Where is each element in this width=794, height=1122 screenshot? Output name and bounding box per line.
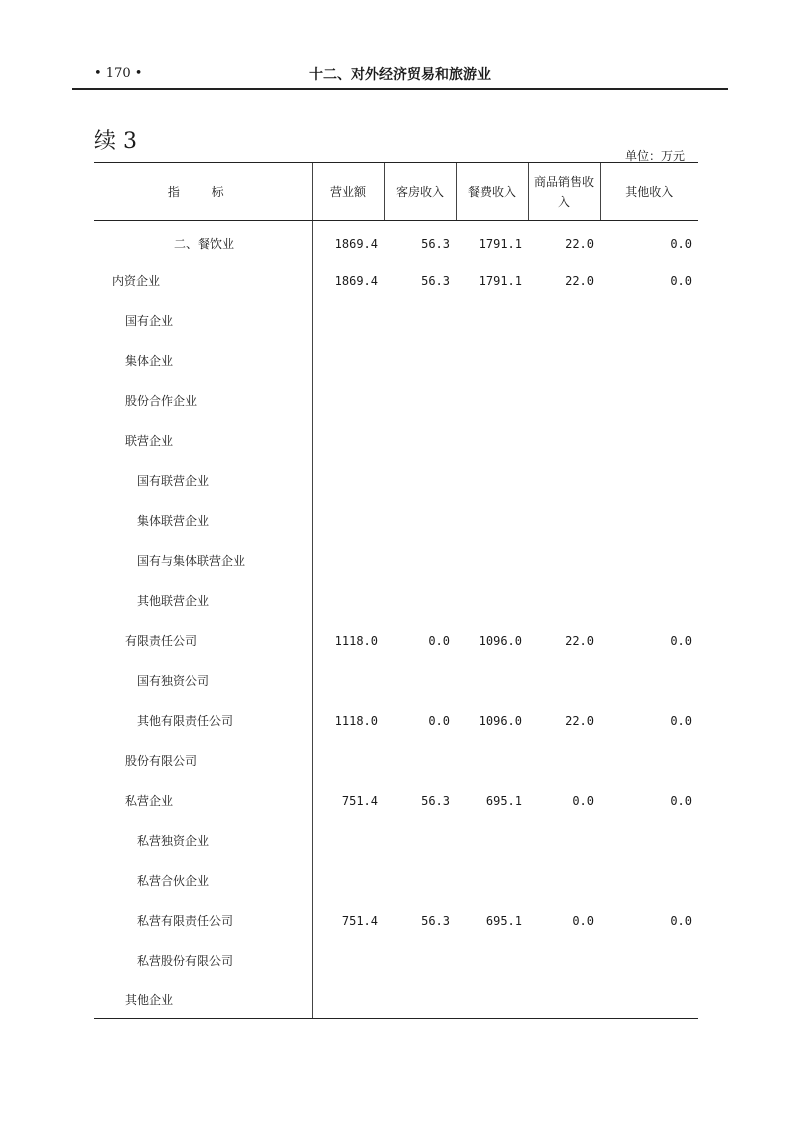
table-cell <box>456 581 528 621</box>
row-label: 私营合伙企业 <box>94 861 312 901</box>
table-cell <box>456 301 528 341</box>
table-cell <box>528 301 600 341</box>
column-header: 其他收入 <box>600 163 698 221</box>
statistics-table <box>94 162 698 1019</box>
table-cell: 0.0 <box>670 913 692 928</box>
row-label: 其他有限责任公司 <box>94 701 312 741</box>
table-cell: 56.3 <box>421 793 450 808</box>
table-cell <box>528 861 600 901</box>
row-label: 二、餐饮业 <box>94 221 312 261</box>
table-cell <box>600 381 698 421</box>
table-cell: 0.0 <box>670 793 692 808</box>
table-cell <box>312 461 384 501</box>
column-header: 营业额 <box>312 163 384 221</box>
table-cell <box>456 501 528 541</box>
table-cell <box>456 741 528 781</box>
table-cell: 1118.0 <box>334 633 378 648</box>
table-cell: 0.0 <box>572 913 594 928</box>
table-cell: 751.4 <box>341 793 378 808</box>
table-header-row <box>94 163 698 221</box>
row-label: 国有联营企业 <box>94 461 312 501</box>
row-label: 国有与集体联营企业 <box>94 541 312 581</box>
column-header: 商品销售收入 <box>528 163 600 221</box>
table-cell <box>528 421 600 461</box>
table-cell <box>384 741 456 781</box>
table-cell: 56.3 <box>421 913 450 928</box>
row-label: 国有独资公司 <box>94 661 312 701</box>
table-cell <box>456 461 528 501</box>
table-cell: 0.0 <box>670 713 692 728</box>
table-cell <box>456 661 528 701</box>
table-cell <box>312 741 384 781</box>
table-cell: 1869.4 <box>334 273 378 288</box>
table-cell: 1096.0 <box>478 713 522 728</box>
table-cell: 0.0 <box>670 633 692 648</box>
table-cell <box>384 301 456 341</box>
page-header <box>72 62 728 90</box>
table-cell <box>600 301 698 341</box>
table-cell: 1118.0 <box>334 713 378 728</box>
table-cell <box>312 421 384 461</box>
table-cell <box>600 981 698 1019</box>
table-cell <box>456 541 528 581</box>
table-cell <box>528 661 600 701</box>
row-label: 有限责任公司 <box>94 621 312 661</box>
table-cell <box>528 381 600 421</box>
table-cell: 1791.1 <box>478 273 522 288</box>
table-cell <box>456 981 528 1019</box>
table-cell: 1791.1 <box>478 236 522 251</box>
row-label: 集体联营企业 <box>94 501 312 541</box>
table-cell <box>384 941 456 981</box>
table-row <box>94 901 698 941</box>
row-label: 联营企业 <box>94 421 312 461</box>
unit-label: 单位：万元 <box>624 149 685 163</box>
table-row <box>94 701 698 741</box>
table-cell <box>312 501 384 541</box>
table-row <box>94 621 698 661</box>
table-cell <box>312 541 384 581</box>
table-cell <box>456 381 528 421</box>
table-cell <box>600 541 698 581</box>
row-label: 股份有限公司 <box>94 741 312 781</box>
table-cell <box>456 341 528 381</box>
table-cell <box>312 661 384 701</box>
table-cell: 695.1 <box>485 793 522 808</box>
table-cell <box>384 541 456 581</box>
table-cell <box>600 941 698 981</box>
table-row <box>94 501 698 541</box>
table-cell: 0.0 <box>670 236 692 251</box>
table-cell: 22.0 <box>565 236 594 251</box>
table-cell <box>528 341 600 381</box>
row-label: 其他联营企业 <box>94 581 312 621</box>
row-label: 私营有限责任公司 <box>94 901 312 941</box>
row-label: 国有企业 <box>94 301 312 341</box>
table-row <box>94 381 698 421</box>
table-cell <box>528 981 600 1019</box>
table-cell <box>528 581 600 621</box>
table-row <box>94 821 698 861</box>
table-cell <box>600 501 698 541</box>
table-row <box>94 261 698 301</box>
row-label: 股份合作企业 <box>94 381 312 421</box>
table-cell <box>312 341 384 381</box>
row-label: 私营企业 <box>94 781 312 821</box>
table-cell <box>600 461 698 501</box>
table-row <box>94 741 698 781</box>
table-row <box>94 941 698 981</box>
table-cell <box>312 821 384 861</box>
table-cell: 56.3 <box>421 273 450 288</box>
table-row <box>94 421 698 461</box>
table-cell <box>312 861 384 901</box>
table-cell <box>384 581 456 621</box>
table-cell: 695.1 <box>485 913 522 928</box>
table-cell: 22.0 <box>565 713 594 728</box>
table-cell: 22.0 <box>565 633 594 648</box>
table-cell: 0.0 <box>428 633 450 648</box>
table-row <box>94 581 698 621</box>
table-body <box>94 221 698 1019</box>
row-label: 其他企业 <box>94 981 312 1019</box>
table-cell <box>600 821 698 861</box>
table-cell <box>528 941 600 981</box>
table-cell <box>600 741 698 781</box>
table-row <box>94 661 698 701</box>
table-cell: 751.4 <box>341 913 378 928</box>
row-label: 集体企业 <box>94 341 312 381</box>
column-header: 指 标 <box>94 163 312 221</box>
table-cell <box>600 861 698 901</box>
row-label: 内资企业 <box>94 261 312 301</box>
table-cell <box>312 981 384 1019</box>
table-cell <box>384 501 456 541</box>
table-cell <box>528 461 600 501</box>
table-cell <box>528 821 600 861</box>
table-cell <box>384 981 456 1019</box>
table-cell <box>600 341 698 381</box>
table-cell <box>384 821 456 861</box>
table-cell <box>384 421 456 461</box>
row-label: 私营独资企业 <box>94 821 312 861</box>
table-cell: 0.0 <box>670 273 692 288</box>
table-cell <box>312 941 384 981</box>
table-cell <box>600 421 698 461</box>
table-cell <box>456 861 528 901</box>
table-cell <box>456 821 528 861</box>
table-cell: 56.3 <box>421 236 450 251</box>
table-cell <box>456 421 528 461</box>
column-header: 客房收入 <box>384 163 456 221</box>
table-row <box>94 981 698 1019</box>
table-cell <box>384 661 456 701</box>
table-cell <box>528 741 600 781</box>
table-cell <box>312 381 384 421</box>
table-cell: 22.0 <box>565 273 594 288</box>
table-cell <box>600 661 698 701</box>
table-cell <box>528 501 600 541</box>
table-row <box>94 541 698 581</box>
table-row <box>94 861 698 901</box>
table-row <box>94 221 698 261</box>
table-cell: 0.0 <box>428 713 450 728</box>
table-cell: 0.0 <box>572 793 594 808</box>
table-cell <box>312 301 384 341</box>
column-header: 餐费收入 <box>456 163 528 221</box>
table-cell <box>312 581 384 621</box>
table-cell: 1096.0 <box>478 633 522 648</box>
table-title: 续 3 <box>94 129 137 154</box>
table-row <box>94 341 698 381</box>
table-cell <box>384 341 456 381</box>
table-cell <box>384 461 456 501</box>
table-row <box>94 781 698 821</box>
table-cell: 1869.4 <box>334 236 378 251</box>
running-title: 十二、对外经济贸易和旅游业 <box>309 67 491 83</box>
table-cell <box>456 941 528 981</box>
table-cell <box>384 861 456 901</box>
table-row <box>94 461 698 501</box>
page-number: • 170 • <box>94 66 143 81</box>
table-cell <box>528 541 600 581</box>
row-label: 私营股份有限公司 <box>94 941 312 981</box>
table-cell <box>384 381 456 421</box>
table-row <box>94 301 698 341</box>
table-cell <box>600 581 698 621</box>
